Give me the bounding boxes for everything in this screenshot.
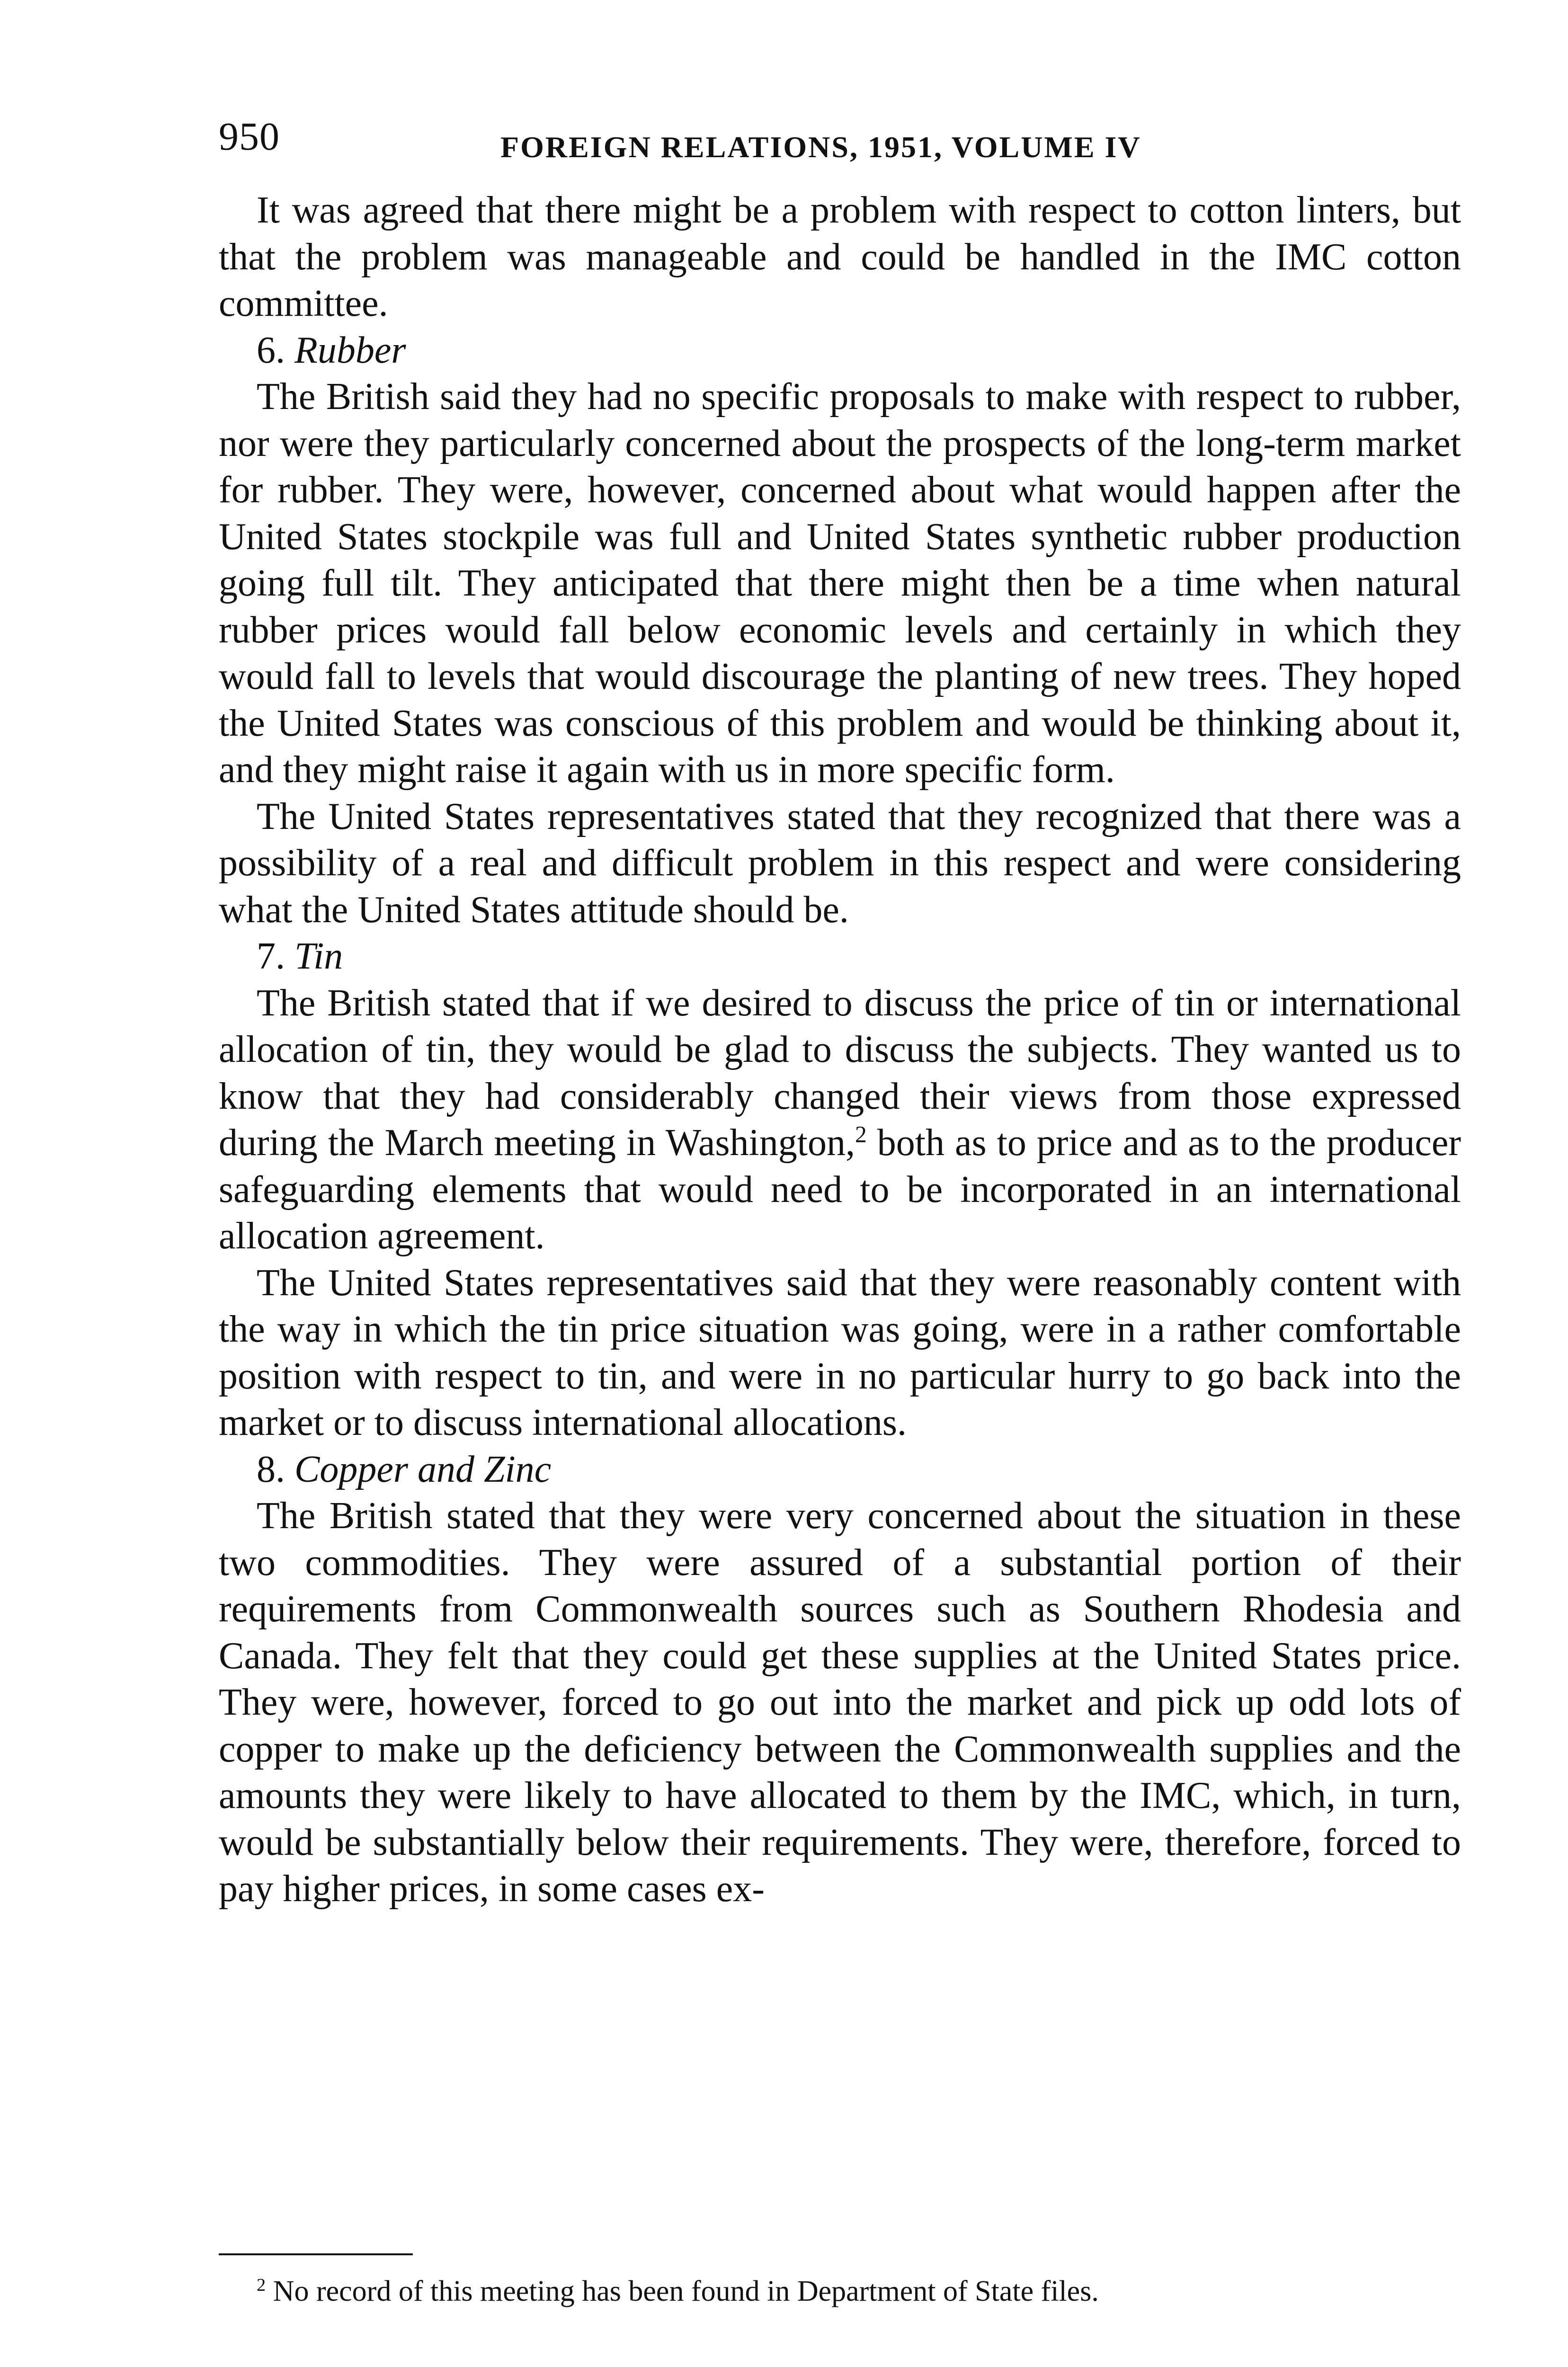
- section-number: 8.: [257, 1448, 285, 1490]
- section-title: Rubber: [294, 329, 406, 371]
- section-number: 6.: [257, 329, 285, 371]
- section-title: Copper and Zinc: [294, 1448, 552, 1490]
- section-number: 7.: [257, 935, 285, 977]
- footnote-reference: 2: [855, 1121, 867, 1148]
- paragraph-tin-british: [219, 980, 1461, 1260]
- paragraph-text: both as to price and as to the producer safeguarding elements that would need to be incorporated in an international allocation agreement.: [219, 1122, 1461, 1257]
- footnote: [219, 2272, 1461, 2310]
- section-title: Tin: [294, 935, 343, 977]
- paragraph-text: The British stated that if we desired to discuss the price of tin or international allocation of tin, they would be glad to discuss the subjects. They wanted us to know that they had considerably changed their views from those expressed during the March meeting in Washington,: [219, 982, 1461, 1164]
- section-heading-rubber: [219, 327, 1461, 374]
- paragraph-rubber-us: The United States representatives stated that they recognized that there was a possibility of a real and difficult problem in this respect and were considering what the United States attitude should be.: [219, 795, 1461, 931]
- section-heading-copper-zinc: [219, 1446, 1461, 1493]
- footnote-divider: [219, 2253, 413, 2255]
- paragraph-copper-zinc-british: The British stated that they were very concerned about the situation in these two commodities. They were assured of a substantial portion of their requirements from Commonwealth sources such as Southern Rhodesia and Canada. They felt that they could get these supplies at the United States price. They were, however, forced to go out into the market and pick up odd lots of copper to make up the deficiency between the Commonwealth supplies and the amounts they were likely to have allocated to them by the IMC, which, in turn, would be substantially below their requirements. They were, therefore, forced to pay higher prices, in some cases ex-: [219, 1495, 1461, 1910]
- footnote-marker: 2: [257, 2275, 266, 2295]
- page-header: [219, 114, 1461, 170]
- paragraph-rubber-british: The British said they had no specific proposals to make with respect to rubber, nor were they particularly concerned about the prospects of the long-term market for rubber. They were, however, concerned about what would happen after the United States stockpile was full and United States synthetic rubber production going full tilt. They anticipated that there might then be a time when natural rubber prices would fall below economic levels and certainly in which they would fall to levels that would discourage the planting of new trees. They hoped the United States was conscious of this problem and would be thinking about it, and they might raise it again with us in more specific form.: [219, 376, 1461, 791]
- page-number: 950: [219, 115, 280, 159]
- footnote-text: No record of this meeting has been found in Department of State files.: [273, 2275, 1099, 2307]
- section-heading-tin: [219, 933, 1461, 980]
- running-head: FOREIGN RELATIONS, 1951, VOLUME IV: [500, 130, 1141, 164]
- body-text: [219, 187, 1461, 1913]
- paragraph-tin-us: The United States representatives said that they were reasonably content with the way in which the tin price situation was going, were in a rather comfortable position with respect to tin, and were in no particular hurry to go back into the market or to discuss international allocations.: [219, 1262, 1461, 1443]
- paragraph-cotton-linters: It was agreed that there might be a problem with respect to cotton linters, but that the problem was manageable and could be handled in the IMC cotton committee.: [219, 189, 1461, 324]
